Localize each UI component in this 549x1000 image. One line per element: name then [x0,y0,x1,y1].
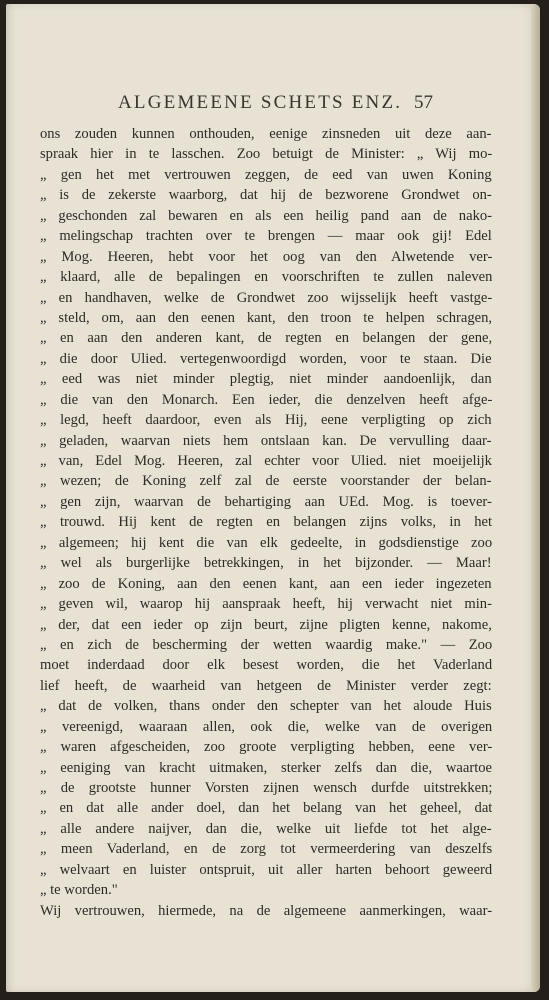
text-line: „ die van den Monarch. Een ieder, die denzelven heeft afge- [40,391,492,408]
text-line: „ die door Ulied. vertegenwoordigd worden, voor te staan. Die [40,350,492,367]
text-line: ons zouden kunnen onthouden, eenige zinsneden uit deze aan- [40,126,492,142]
text-line: „ gen het met vertrouwen zeggen, de eed van uwen Koning [40,166,492,183]
text-line: „ wel als burgerlijke betrekkingen, in het bijzonder. — Maar! [40,555,492,572]
running-head-title: ALGEMEENE SCHETS ENZ. [118,92,403,113]
text-line: „ waren afgescheiden, zoo groote verpligting hebben, eene ver- [40,739,492,756]
text-line: „ eed was niet minder plegtig, niet minder aandoenlijk, dan [40,371,492,388]
text-line: „ welvaart en luister ontspruit, uit aller harten behoort geweerd [40,861,492,878]
text-line: „ is de zekerste waarborg, dat hij de bezworene Grondwet on- [40,187,492,204]
text-line: „ de grootste hunner Vorsten zijnen wensch durfde uitstrekken; [40,780,492,796]
text-line: „ Mog. Heeren, hebt voor het oog van den Alwetende ver- [40,248,492,265]
text-line: „ en zich de bescherming der wetten waardig make." — Zoo [40,636,492,653]
text-line: „ wezen; de Koning zelf zal de eerste voorstander der belan- [40,473,492,490]
text-line: lief heeft, de waarheid van hetgeen de Minister verder zegt: [40,677,492,694]
text-line: Wij vertrouwen, hiermede, na de algemeene aanmerkingen, waar- [40,902,492,919]
text-line: „ vereenigd, waaraan allen, ook die, welke van de overigen [40,718,492,735]
text-line: „ gen zijn, waarvan de behartiging aan UEd. Mog. is toever- [40,493,492,510]
running-head [118,92,438,118]
text-line: „ geven wil, waarop hij aanspraak heeft, hij verwacht niet min- [40,596,492,613]
text-line: „ en handhaven, welke de Grondwet zoo wijsselijk heeft vastge- [40,289,492,306]
body-text [40,124,492,921]
text-line: „ algemeen; hij kent die van elk gedeelte, in godsdienstige zoo [40,534,492,551]
page-number: 57 [414,92,433,113]
text-line: spraak hier in te lasschen. Zoo betuigt de Minister: „ Wij mo- [40,146,492,163]
text-line: „ steld, om, aan den eenen kant, den troon te helpen schragen, [40,309,492,326]
text-line: „ geladen, waarvan niets hem ontslaan kan. De vervulling daar- [40,432,492,449]
text-line: „ legd, heeft daardoor, even als Hij, eene verpligting op zich [40,412,492,429]
text-line: „ eeniging van kracht uitmaken, sterker zelfs dan die, waartoe [40,759,492,776]
text-line: „ geschonden zal bewaren en als een heilig pand aan de nako- [40,207,492,224]
text-line: „ der, dat een ieder op zijn beurt, zijne pligten kenne, nakome, [40,616,492,633]
text-line: „ klaard, alle de bepalingen en voorschriften te zullen naleven [40,269,492,286]
text-line: „ te worden." [40,882,118,899]
text-line: „ en aan den anderen kant, de regten en belangen der gene, [40,330,492,347]
book-page [6,4,540,992]
text-line: „ en dat alle ander doel, dan het belang van het geheel, dat [40,800,492,817]
text-line: moet inderdaad door elk besest worden, die het Vaderland [40,657,492,674]
text-line: „ zoo de Koning, aan den eenen kant, aan een ieder ingezeten [40,575,492,592]
page-edge [531,4,540,992]
text-line: „ dat de volken, thans onder den schepter van het aloude Huis [40,698,492,715]
text-line: „ alle andere naijver, dan die, welke uit liefde tot het alge- [40,820,492,837]
text-line: „ melingschap trachten over te brengen — maar ook gij! Edel [40,228,492,245]
text-line: „ trouwd. Hij kent de regten en belangen zijns volks, in het [40,514,492,531]
text-line: „ van, Edel Mog. Heeren, zal echter voor Ulied. niet moeijelijk [40,453,492,469]
text-line: „ meen Vaderland, en de zorg tot vermeerdering van deszelfs [40,841,492,858]
